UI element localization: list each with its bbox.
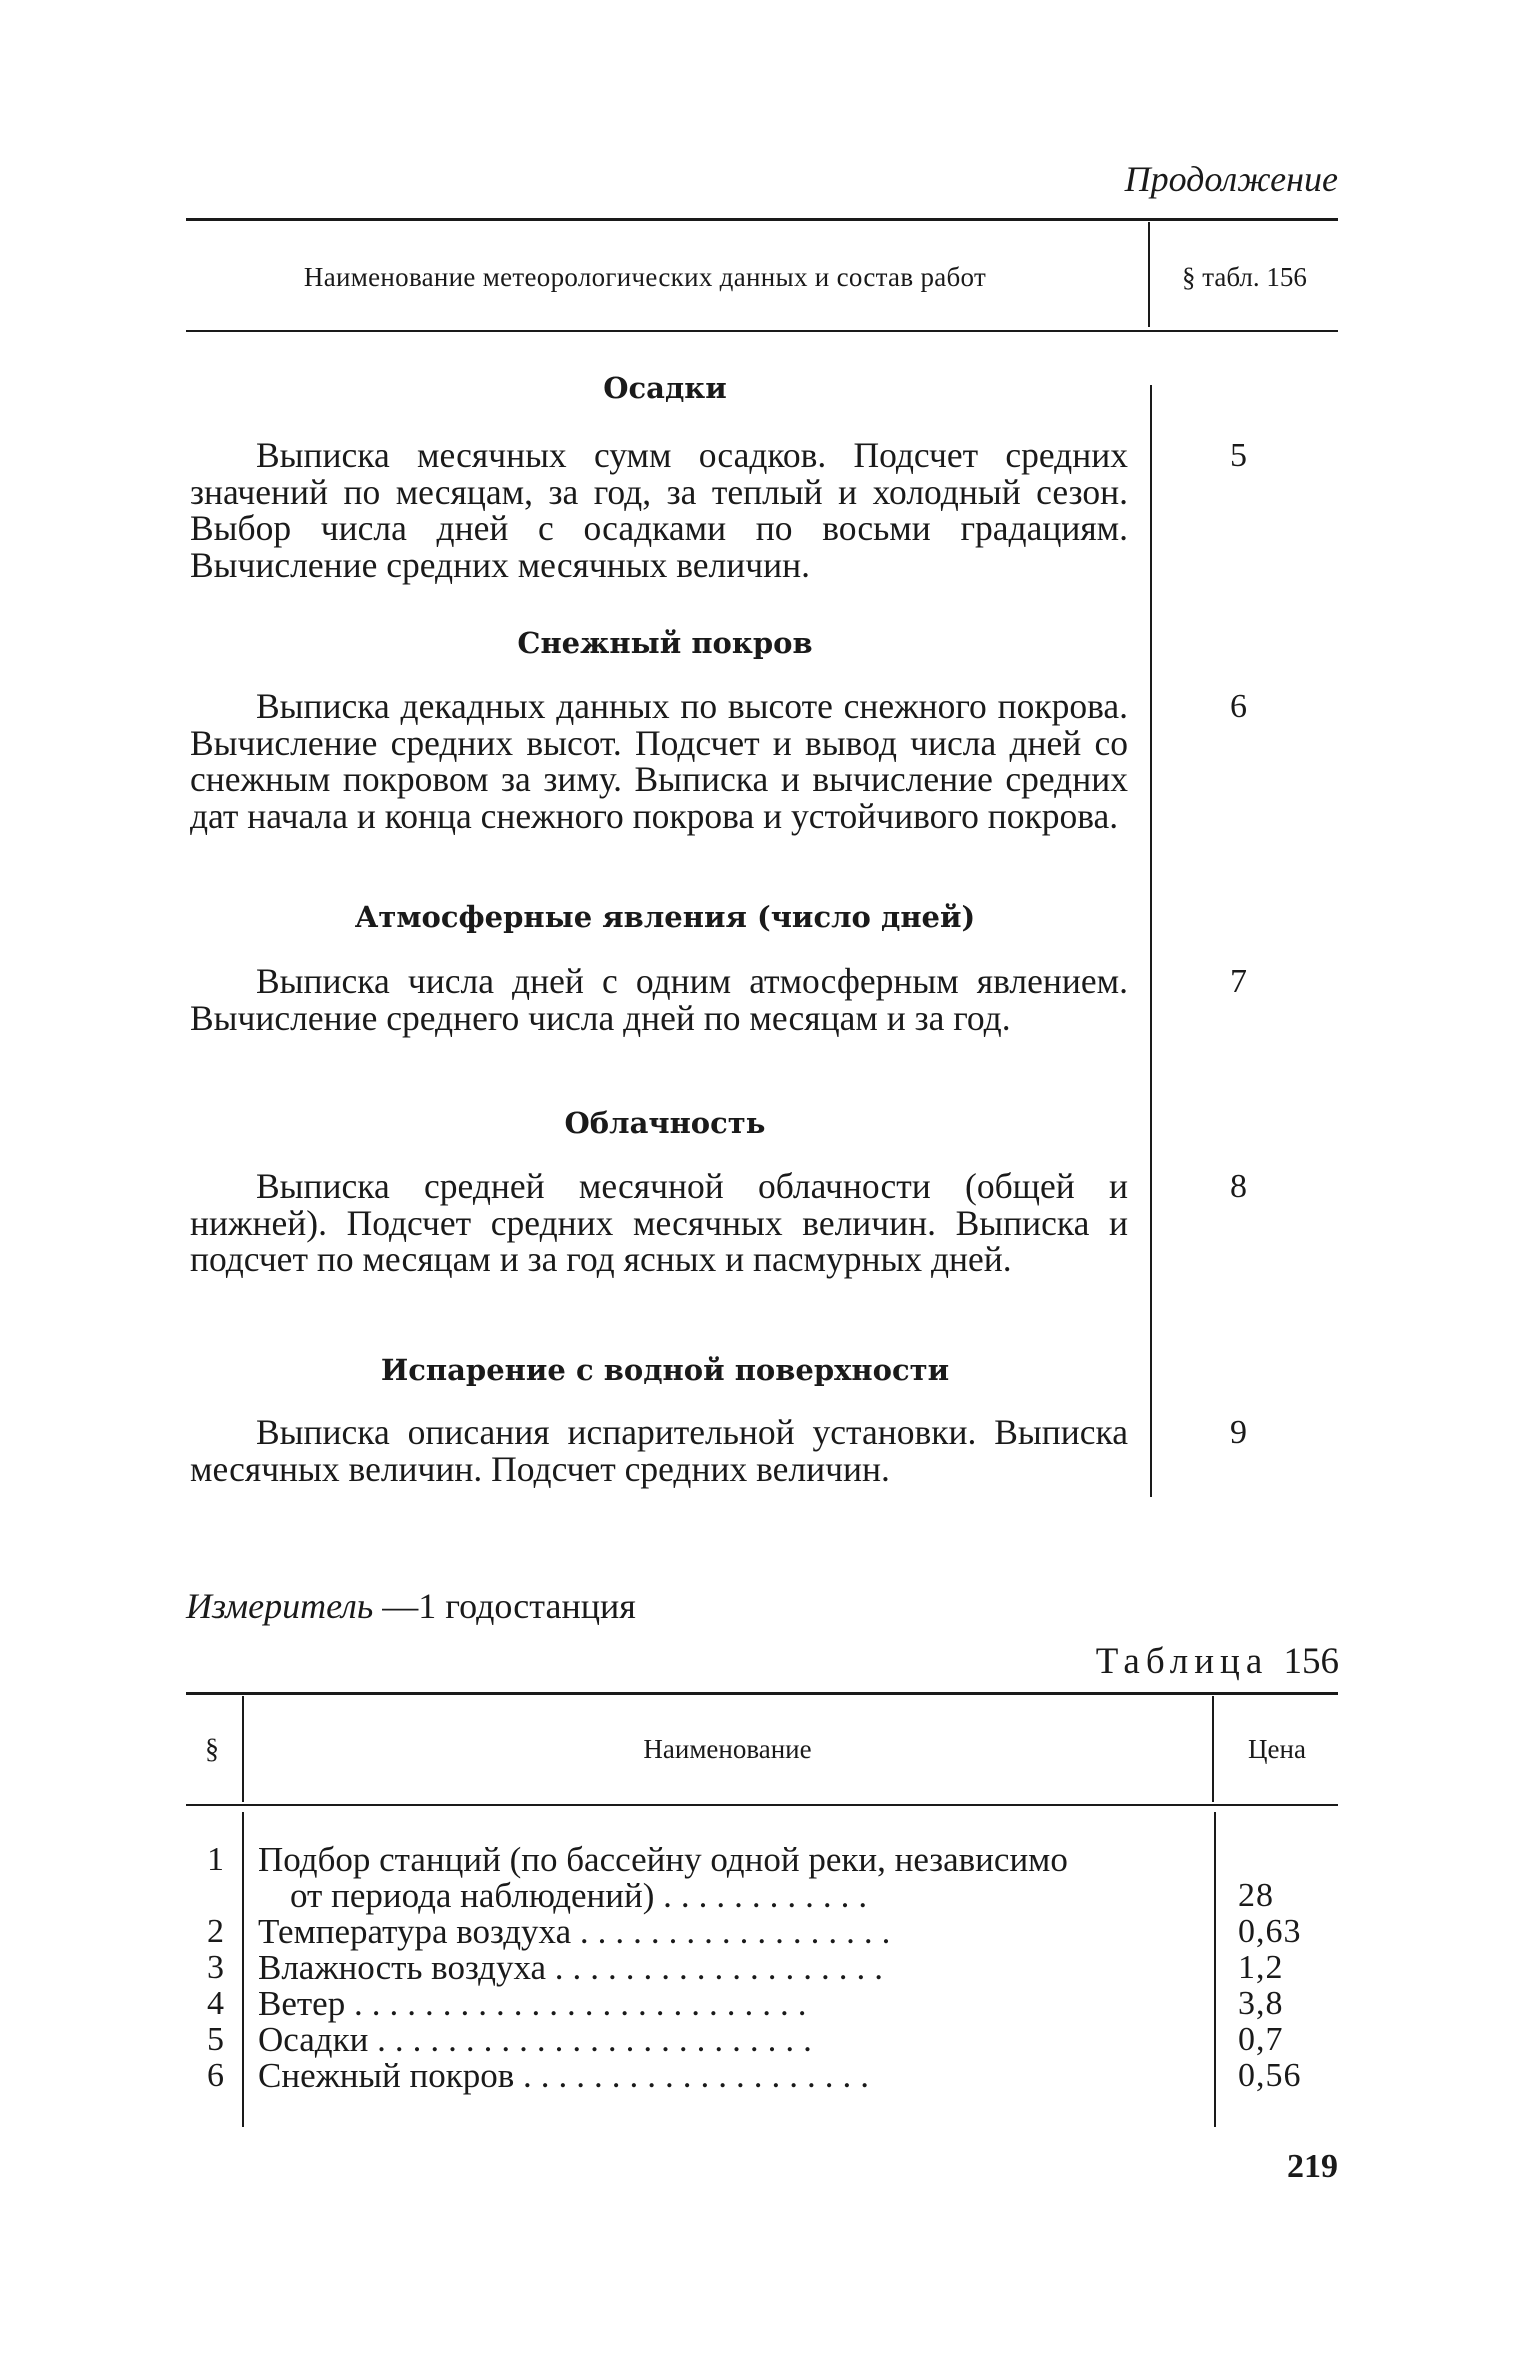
section-ref-atmospheric-phenomena: 7 bbox=[1230, 963, 1247, 1000]
table-row-number: 1 bbox=[207, 1841, 224, 1878]
table1-top-rule bbox=[186, 218, 1338, 221]
table-row-name-text: Снежный покров bbox=[258, 2058, 515, 2095]
table-row-leaders: .................... bbox=[523, 2058, 879, 2095]
table-row-name bbox=[290, 1878, 1203, 1915]
section-heading-evaporation: Испарение с водной поверхности bbox=[380, 1353, 950, 1387]
section-heading-precipitation: Осадки bbox=[603, 371, 727, 405]
table1-header-rule bbox=[186, 330, 1338, 332]
table-row-price: 28 bbox=[1238, 1877, 1274, 1914]
table-row-name bbox=[258, 1950, 1203, 1987]
table-row-leaders: ......................... bbox=[377, 2022, 821, 2059]
section-heading-cloudiness: Облачность bbox=[564, 1106, 766, 1140]
table-row-number: 2 bbox=[207, 1913, 224, 1950]
table2-top-rule bbox=[186, 1692, 1338, 1695]
section-text-atmospheric-phenomena: Выписка числа дней с одним атмосферным явлением. Вычисление среднего числа дней по месяцам и за год. bbox=[190, 961, 1128, 1038]
table-row-name-text: Температура воздуха bbox=[258, 1914, 572, 1951]
table-row-name-text: Влажность воздуха bbox=[258, 1950, 547, 1987]
table2-body-divider-left bbox=[242, 1812, 244, 2127]
table2-header-price: Цена bbox=[1248, 1734, 1306, 1764]
section-ref-evaporation: 9 bbox=[1230, 1414, 1247, 1451]
table-row-name bbox=[258, 1914, 1203, 1951]
table2-body-divider-right bbox=[1214, 1812, 1216, 2127]
measure-label: Измеритель bbox=[186, 1586, 374, 1626]
table-row-price: 0,63 bbox=[1238, 1913, 1302, 1950]
table-row-price: 3,8 bbox=[1238, 1985, 1284, 2022]
table-row-leaders: ................... bbox=[554, 1950, 893, 1987]
table-caption bbox=[1096, 1640, 1339, 1683]
table-row-name-text: от периода наблюдений) bbox=[290, 1878, 655, 1915]
table-row-name-text: Ветер bbox=[258, 1986, 346, 2023]
section-ref-precipitation: 5 bbox=[1230, 437, 1247, 474]
page-number: 219 bbox=[1287, 2148, 1338, 2185]
table-row-name bbox=[258, 1986, 1203, 2023]
table2-header-divider-right bbox=[1212, 1696, 1214, 1802]
table-row-leaders: ............ bbox=[663, 1878, 877, 1915]
section-heading-atmospheric-phenomena: Атмосферные явления (число дней) bbox=[354, 900, 976, 934]
table-row-name-text: Осадки bbox=[258, 2022, 369, 2059]
section-ref-snow-cover: 6 bbox=[1230, 688, 1247, 725]
table-row-leaders: .......................... bbox=[353, 1986, 816, 2023]
table1-body-divider bbox=[1150, 385, 1152, 1497]
section-text-precipitation: Выписка месячных сумм осадков. Подсчет средних значений по месяцам, за год, за теплый и холодный сезон. Выбор числа дней с осадками по восьми градациям. Вычисление средних месячных величин. bbox=[190, 435, 1128, 585]
table-row-name bbox=[258, 2058, 1203, 2095]
table-row-name bbox=[258, 2022, 1203, 2059]
table-row-price: 0,56 bbox=[1238, 2057, 1302, 2094]
table1-header-divider bbox=[1148, 222, 1150, 327]
table2-header-divider-left bbox=[242, 1696, 244, 1802]
table-caption-number: 156 bbox=[1283, 1641, 1339, 1682]
section-text-evaporation: Выписка описания испарительной установки. Выписка месячных величин. Подсчет средних величин. bbox=[190, 1412, 1128, 1489]
table2-header-name: Наименование bbox=[643, 1734, 812, 1764]
table-row-price: 0,7 bbox=[1238, 2021, 1284, 2058]
continuation-label: Продолжение bbox=[1124, 159, 1338, 199]
measure-line bbox=[186, 1585, 636, 1627]
table1-header-ref: § табл. 156 bbox=[1182, 262, 1307, 292]
table-row-number: 6 bbox=[207, 2057, 224, 2094]
table-caption-word: Таблица bbox=[1095, 1641, 1269, 1682]
table2-header-rule bbox=[186, 1804, 1338, 1806]
table-row-number: 3 bbox=[207, 1949, 224, 1986]
table-row-name-line1: Подбор станций (по бассейну одной реки, независимо bbox=[258, 1842, 1068, 1879]
section-heading-snow-cover: Снежный покров bbox=[517, 626, 813, 660]
table2-header-para: § bbox=[205, 1734, 219, 1765]
table-row-price: 1,2 bbox=[1238, 1949, 1284, 1986]
section-text-snow-cover: Выписка декадных данных по высоте снежного покрова. Вычисление средних высот. Подсчет и вывод числа дней со снежным покровом за зиму. Выписка и вычисление средних дат начала и конца снежного покрова и устойчивого покрова. bbox=[190, 686, 1128, 836]
section-ref-cloudiness: 8 bbox=[1230, 1168, 1247, 1205]
table1-header-name: Наименование метеорологических данных и состав работ bbox=[303, 262, 987, 292]
table-row-leaders: .................. bbox=[579, 1914, 900, 1951]
measure-value: —1 годостанция bbox=[382, 1586, 636, 1626]
section-text-cloudiness: Выписка средней месячной облачности (общей и нижней). Подсчет средних месячных величин. Выписка и подсчет по месяцам и за год ясных и пасмурных дней. bbox=[190, 1166, 1128, 1279]
table-row-number: 5 bbox=[207, 2021, 224, 2058]
table-row-number: 4 bbox=[207, 1985, 224, 2022]
